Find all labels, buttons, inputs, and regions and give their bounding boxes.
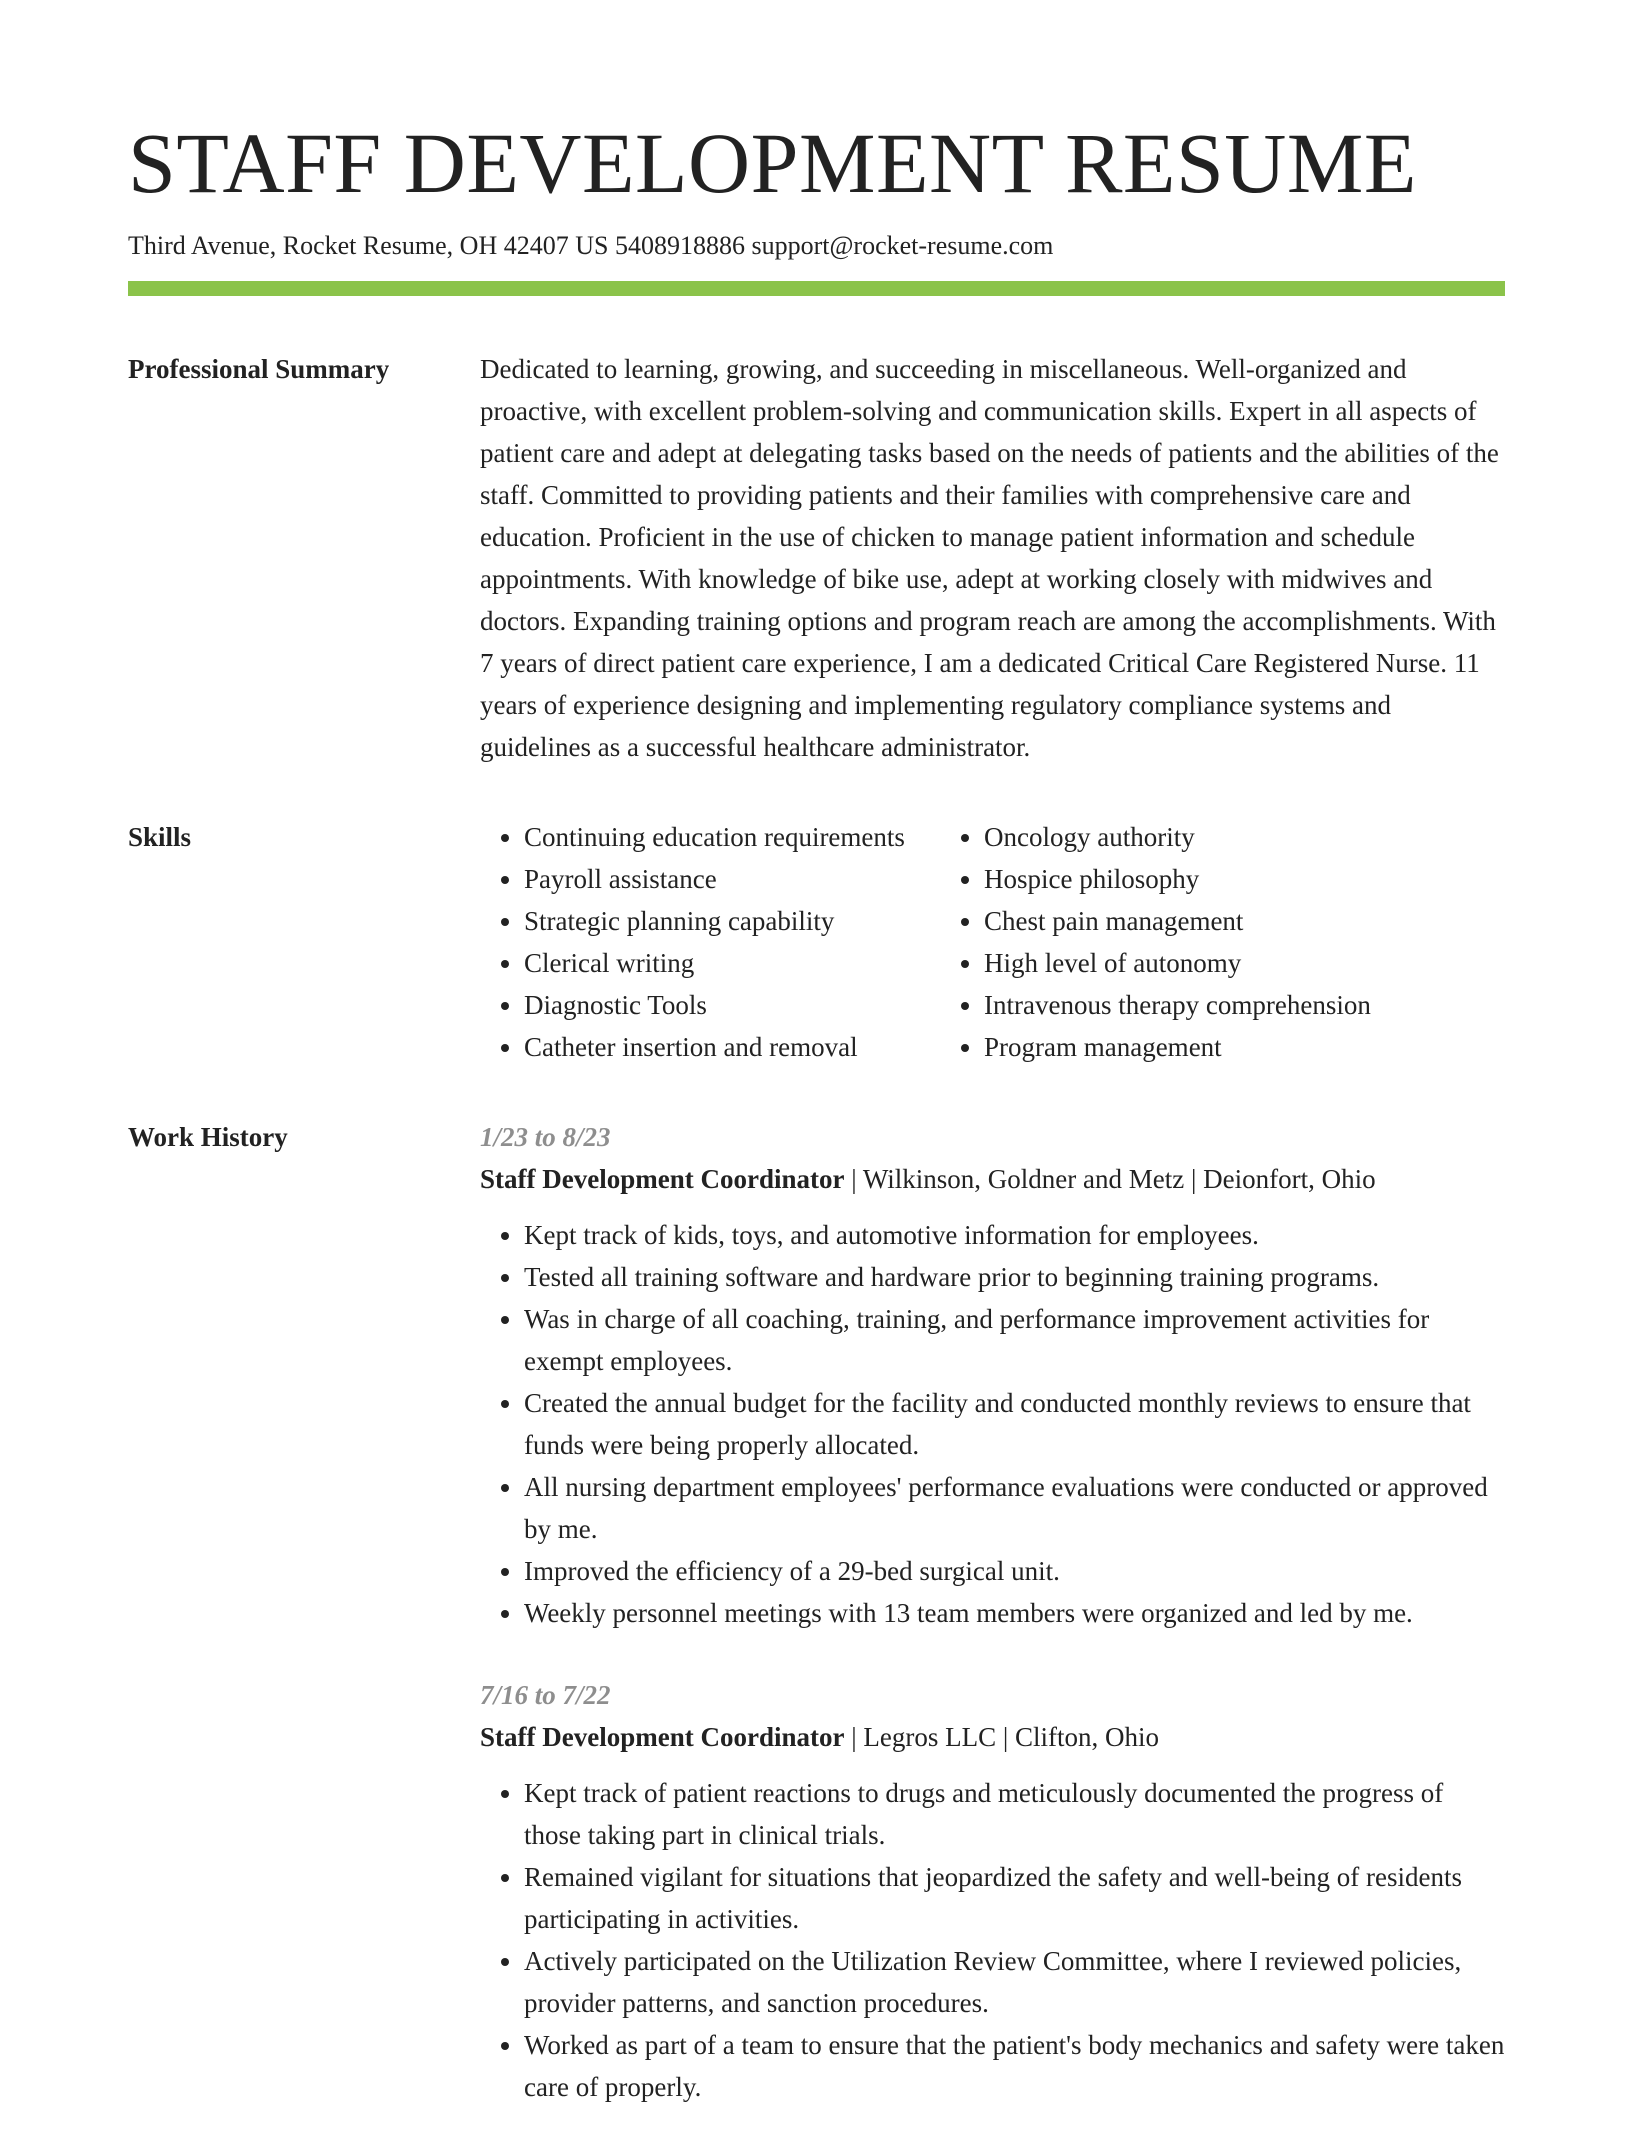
accent-divider	[128, 281, 1505, 296]
skills-body	[480, 816, 1505, 1068]
skill-item: • Hospice philosophy	[984, 858, 1505, 900]
work-history-body	[480, 1116, 1505, 2148]
skills-heading: Skills	[128, 821, 192, 852]
job-bullet: • Tested all training software and hardware prior to beginning training programs.	[524, 1256, 1505, 1298]
work-history-section	[128, 1116, 1505, 2148]
job-dates: 1/23 to 8/23	[480, 1121, 611, 1152]
job-dates: 7/16 to 7/22	[480, 1679, 611, 1710]
job-bullet: • Kept track of patient reactions to drugs and meticulously documented the progress of those taking part in clinical trials.	[524, 1772, 1505, 1856]
skill-item: • Program management	[984, 1026, 1505, 1068]
job-bullet: • Kept track of kids, toys, and automotive information for employees.	[524, 1214, 1505, 1256]
summary-section	[128, 348, 1505, 768]
job-entry	[480, 1116, 1505, 1634]
summary-body	[480, 348, 1505, 768]
contact-line	[128, 229, 1505, 263]
resume-title: STAFF DEVELOPMENT RESUME	[128, 115, 1417, 211]
job-bullet: • Worked as part of a team to ensure that the patient's body mechanics and safety were taken care of properly.	[524, 2024, 1505, 2108]
job-bullet: • Remained vigilant for situations that jeopardized the safety and well-being of residents participating in activities.	[524, 1856, 1505, 1940]
contact-address: Third Avenue, Rocket Resume, OH 42407 US	[128, 231, 615, 260]
job-bullets	[480, 1772, 1505, 2108]
skill-item: • Oncology authority	[984, 816, 1505, 858]
job-entry	[480, 1674, 1505, 2108]
job-bullets	[480, 1214, 1505, 1634]
skill-item: • Payroll assistance	[524, 858, 940, 900]
job-title: Staff Development Coordinator	[480, 1163, 845, 1194]
contact-email: support@rocket-resume.com	[751, 231, 1054, 260]
contact-phone: 5408918886	[614, 231, 752, 260]
skills-grid	[480, 816, 1505, 1068]
skill-item: • Clerical writing	[524, 942, 940, 984]
job-bullet: • Improved the efficiency of a 29-bed surgical unit.	[524, 1550, 1505, 1592]
job-heading	[480, 1716, 1505, 1758]
job-employer-location: | Legros LLC | Clifton, Ohio	[844, 1721, 1159, 1752]
skills-section	[128, 816, 1505, 1068]
skills-list-right	[940, 816, 1505, 1068]
summary-heading: Professional Summary	[128, 353, 390, 384]
skill-item: • Continuing education requirements	[524, 816, 940, 858]
job-employer-location: | Wilkinson, Goldner and Metz | Deionfort, Ohio	[844, 1163, 1376, 1194]
job-heading	[480, 1158, 1505, 1200]
job-bullet: • Weekly personnel meetings with 13 team members were organized and led by me.	[524, 1592, 1505, 1634]
work-history-heading: Work History	[128, 1121, 288, 1152]
skill-item: • High level of autonomy	[984, 942, 1505, 984]
job-bullet: • Created the annual budget for the facility and conducted monthly reviews to ensure that funds were being properly allocated.	[524, 1382, 1505, 1466]
summary-text: Dedicated to learning, growing, and succeeding in miscellaneous. Well-organized and proactive, with excellent problem-solving and communication skills. Expert in all aspects of patient care and adept at delegating tasks based on the needs of patients and the abilities of the staff. Committed to providing patients and their families with comprehensive care and education. Proficient in the use of chicken to manage patient information and schedule appointments. With knowledge of bike use, adept at working closely with midwives and doctors. Expanding training options and program reach are among the accomplishments. With 7 years of direct patient care experience, I am a dedicated Critical Care Registered Nurse. 11 years of experience designing and implementing regulatory compliance systems and guidelines as a successful healthcare administrator.	[480, 353, 1499, 762]
skill-item: • Chest pain management	[984, 900, 1505, 942]
job-bullet: • Actively participated on the Utilization Review Committee, where I reviewed policies, provider patterns, and sanction procedures.	[524, 1940, 1505, 2024]
job-bullet: • All nursing department employees' performance evaluations were conducted or approved by me.	[524, 1466, 1505, 1550]
job-title: Staff Development Coordinator	[480, 1721, 845, 1752]
skill-item: • Strategic planning capability	[524, 900, 940, 942]
job-bullet: • Was in charge of all coaching, training, and performance improvement activities for exempt employees.	[524, 1298, 1505, 1382]
skill-item: • Catheter insertion and removal	[524, 1026, 940, 1068]
skill-item: • Intravenous therapy comprehension	[984, 984, 1505, 1026]
skill-item: • Diagnostic Tools	[524, 984, 940, 1026]
skills-list-left	[480, 816, 940, 1068]
